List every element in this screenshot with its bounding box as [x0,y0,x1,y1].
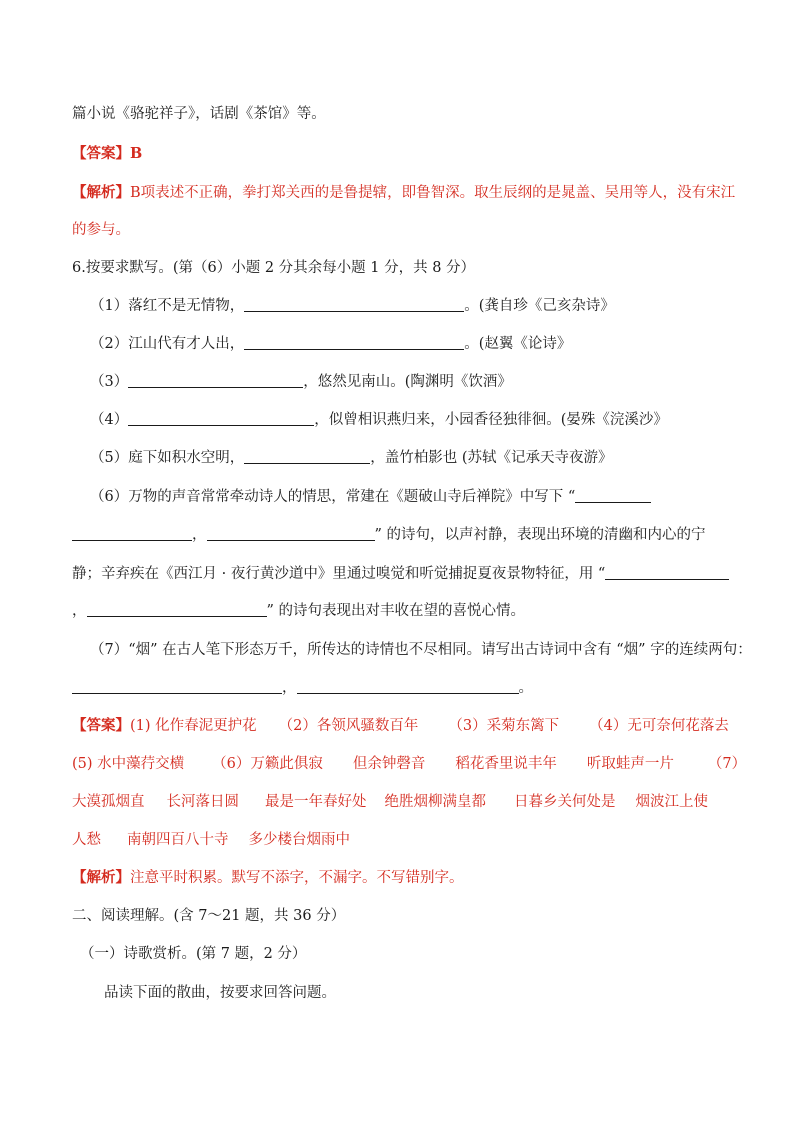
q6-item-7-line-1: （7）“烟” 在古人笔下形态万千，所传达的诗情也不尽相同。请写出古诗词中含有 “烟” 字的连续两句： [90,642,752,658]
answer-label: 【答案】 [72,717,130,734]
answer-item: 人愁 [72,832,101,848]
answer-6-row-1 [72,716,729,736]
answer-item: 日暮乡关何处是 [514,794,616,810]
answer-item: 长河落日圆 [166,794,239,810]
item-prefix: （1）落红不是无情物， [90,298,245,314]
item-text: （6）万物的声音常常牵动诗人的情思，常建在《题破山寺后禅院》中写下 “ [90,489,576,505]
item-text: ， [282,680,297,696]
answer-item: 听取蛙声一片 [586,756,674,772]
answer-value: B [130,145,143,162]
answer-blank[interactable] [605,565,729,580]
q6-item-4 [90,410,668,430]
answer-item: （2）各领风骚数百年 [278,718,419,734]
answer-blank[interactable] [87,602,267,617]
answer-blank[interactable] [207,526,375,541]
section-2-instruction: 品读下面的散曲，按要求回答问题。 [104,985,336,1001]
answer-blank[interactable] [244,335,464,350]
analysis-5-line-1 [72,183,735,203]
intro-text: 篇小说《骆驼祥子》，话剧《茶馆》等。 [72,106,326,122]
answer-blank[interactable] [297,679,519,694]
analysis-label: 【解析】 [72,184,130,201]
item-suffix: 。(龚自珍《己亥杂诗》 [464,298,615,314]
answer-blank[interactable] [128,411,314,426]
answer-item: （4）无可奈何花落去 [589,718,729,734]
answer-item: (1) 化作春泥更护花 [130,718,257,734]
q6-item-5 [90,448,613,468]
q6-item-3 [90,372,512,392]
answer-blank[interactable] [244,449,370,464]
answer-blank[interactable] [72,679,282,694]
item-text: 静；辛弃疾在《西江月 · 夜行黄沙道中》里通过嗅觉和听觉捕捉夏夜景物特征，用 “ [72,566,606,582]
answer-item: 稻花香里说丰年 [455,756,557,772]
answer-item: （7） [707,756,747,772]
item-suffix: ，盖竹柏影也 (苏轼《记承天寺夜游》 [370,450,613,466]
analysis-text: 注意平时积累。默写不添字，不漏字。不写错别字。 [130,870,464,886]
answer-blank[interactable] [128,373,303,388]
answer-6-row-4 [72,830,350,850]
analysis-5-line-2: 的参与。 [72,222,130,238]
q6-item-6-line-2 [72,525,706,545]
q6-item-6-line-3 [72,564,729,584]
q6-item-6-line-4 [72,601,525,621]
analysis-label: 【解析】 [72,869,130,886]
analysis-text: B项表述不正确，拳打郑关西的是鲁提辖，即鲁智深。取生辰纲的是晁盖、吴用等人，没有宋江 [130,185,736,201]
item-text: 。 [518,680,533,696]
answer-blank[interactable] [575,488,651,503]
answer-item: 大漠孤烟直 [72,794,145,810]
answer-item: 南朝四百八十寺 [127,832,229,848]
item-prefix: （5）庭下如积水空明， [90,450,245,466]
answer-6-row-3 [72,792,708,812]
item-suffix: ，似曾相识燕归来，小园香径独徘徊。(晏殊《浣溪沙》 [314,412,668,428]
answer-6-row-2 [72,754,746,774]
q6-item-7-line-2 [72,678,533,698]
answer-blank[interactable] [72,526,192,541]
section-2-title: 二、阅读理解。(含 7～21 题，共 36 分） [72,908,346,924]
item-suffix: ，悠然见南山。(陶渊明《饮酒》 [303,374,512,390]
analysis-6 [72,868,464,888]
answer-item: 最是一年春好处 [265,794,367,810]
answer-item: （6）万籁此俱寂 [212,756,323,772]
answer-blank[interactable] [244,297,464,312]
section-2-subsection-1: （一）诗歌赏析。(第 7 题，2 分） [80,946,307,962]
q6-item-1 [90,296,615,316]
answer-5 [72,144,142,164]
answer-item: (5) 水中藻荇交横 [72,756,185,772]
q6-item-6-line-1 [90,487,651,507]
item-suffix: 。(赵翼《论诗》 [464,336,572,352]
answer-item: 多少楼台烟雨中 [248,832,350,848]
item-text: ” 的诗句表现出对丰收在望的喜悦心情。 [266,603,526,619]
item-prefix: （3） [90,374,129,390]
answer-item: （3）采菊东篱下 [448,718,560,734]
item-text: ， [192,527,207,543]
item-text: ， [72,603,87,619]
answer-item: 烟波江上使 [635,794,708,810]
item-text: ” 的诗句，以声衬静，表现出环境的清幽和内心的宁 [374,527,706,543]
answer-item: 但余钟磬音 [352,756,426,772]
item-prefix: （2）江山代有才人出， [90,336,245,352]
item-prefix: （4） [90,412,129,428]
answer-item: 绝胜烟柳满皇都 [384,794,486,810]
question-6-title: 6.按要求默写。(第（6）小题 2 分其余每小题 1 分，共 8 分） [72,260,476,276]
q6-item-2 [90,334,571,354]
answer-label: 【答案】 [72,145,130,162]
